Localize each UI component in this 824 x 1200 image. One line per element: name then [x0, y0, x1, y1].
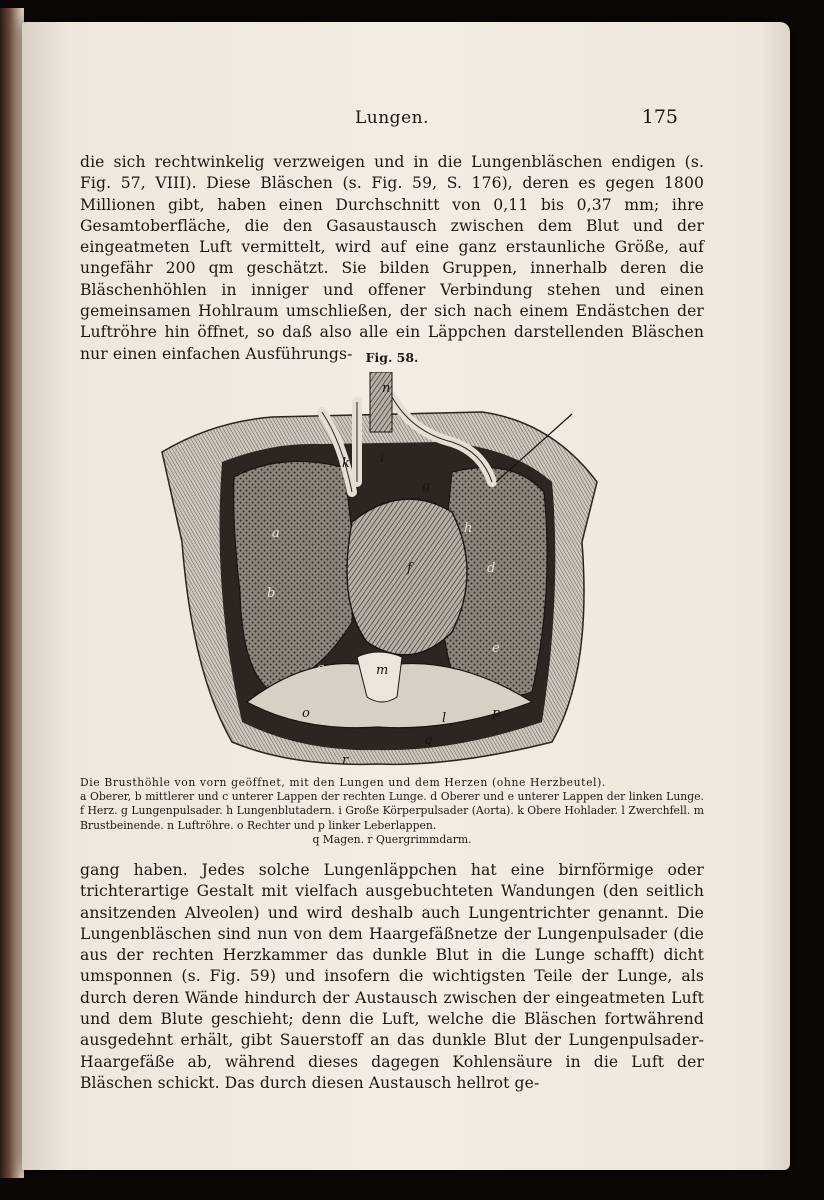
label-q: q: [424, 733, 433, 748]
label-i: i: [380, 451, 385, 466]
caption-title: Die Brusthöhle von vorn geöffnet, mit den Lungen und dem Herzen (ohne Herzbeutel).: [80, 776, 606, 789]
label-b: b: [267, 586, 276, 601]
label-a: a: [272, 526, 280, 541]
label-e: e: [492, 641, 500, 656]
running-head: [22, 108, 790, 134]
thorax-engraving: [152, 372, 604, 772]
label-p: p: [492, 706, 501, 721]
label-k: k: [342, 456, 350, 471]
label-h: h: [464, 521, 473, 536]
caption-line: a Oberer, b mittlerer und c unterer Lappen der rechten Lunge. d Oberer und e unterer Lappen der linken Lunge. f Herz. g Lungenpulsader. h Lungenblutadern. i Große Körperpulsader (Aorta). k Obere Hohlader. l Zwerchfell. m Brustbeinende. n Luftröhre. o Rechter und p linker Leberlappen.: [80, 790, 704, 832]
body-text-bottom: gang haben. Jedes solche Lungenläppchen hat eine birnförmige oder trichterartige Gestalt mit vielfach ausgebuchteten Wandungen (den seitlich ansitzenden Alveolen) und wird deshalb auch Lungentrichter genannt. Die Lungenbläschen sind nun von dem Haargefäßnetze der Lungenpulsader (die aus der rechten Herzkammer das dunkle Blut in die Lunge schafft) dicht umsponnen (s. Fig. 59) und insofern die wichtigsten Teile der Lunge, als durch deren Wände hindurch der Austausch zwischen der eingeatmeten Luft und dem Blute geschieht; denn die Luft, welche die Bläschen fortwährend ausgedehnt erhält, gibt Sauerstoff an das dunkle Blut der Lungenpulsader-Haargefäße ab, während dieses dagegen Kohlensäure in die Luft der Bläschen schickt. Das durch diesen Austausch hellrot ge-: [80, 861, 704, 1092]
label-d: d: [487, 561, 496, 576]
figure-label: Fig. 58.: [365, 350, 419, 365]
running-head-title: Lungen.: [355, 108, 429, 128]
label-n: n: [382, 381, 391, 396]
caption-line: q Magen. r Quergrimmdarm.: [312, 832, 472, 846]
label-c: c: [317, 661, 325, 676]
page-number: 175: [641, 106, 678, 128]
heart: [347, 499, 467, 655]
label-f: f: [407, 561, 412, 576]
book-spine-edge: [0, 8, 24, 1178]
label-r: r: [342, 753, 349, 768]
label-o: o: [302, 706, 310, 721]
label-g: g: [422, 479, 431, 494]
label-l: l: [442, 711, 447, 726]
figure-caption: [80, 776, 704, 847]
label-m: m: [376, 663, 389, 678]
figure-thorax-illustration: [152, 372, 604, 772]
body-text-top: die sich rechtwinkelig verzweigen und in die Lungenbläschen endigen (s. Fig. 57, VIII). Diese Bläschen (s. Fig. 59, S. 176), deren es gegen 1800 Millionen gibt, haben einen Durchschnitt von 0,11 bis 0,37 mm; ihre Gesamtoberfläche, die den Gasaustausch zwischen dem Blut und der eingeatmeten Luft vermittelt, wird auf eine ganz erstaunliche Größe, auf ungefähr 200 qm geschätzt. Sie bilden Gruppen, innerhalb deren die Bläschenhöhlen in inniger und offener Verbindung stehen und einen gemeinsamen Hohlraum umschließen, der sich nach einem Endästchen der Luftröhre hin öffnet, so daß also alle ein Läppchen darstellenden Bläschen nur einen einfachen Ausführungs-: [80, 153, 704, 363]
book-page: [22, 22, 790, 1170]
